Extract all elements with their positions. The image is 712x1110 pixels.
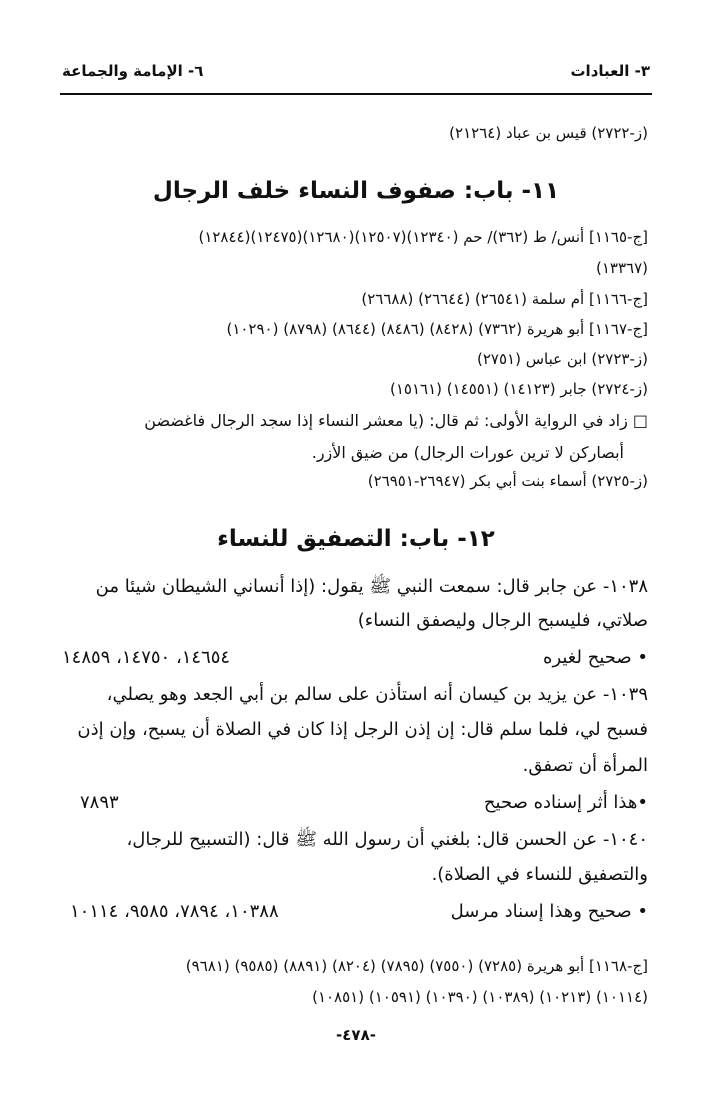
hadith-1038-grade: • صحيح لغيره xyxy=(543,647,648,668)
hadith-1040-line: والتصفيق للنساء في الصلاة). xyxy=(431,864,648,885)
reference-line: [ج-١١٦٦] أم سلمة (٢٦٥٤١) (٢٦٦٤٤) (٢٦٦٨٨) xyxy=(361,290,648,308)
hadith-1040-grade: • صحيح وهذا إسناد مرسل xyxy=(450,901,648,922)
hadith-1038-line: ١٠٣٨- عن جابر قال: سمعت النبي ﷺ يقول: (إذا أنساني الشيطان شيئا من xyxy=(95,576,648,597)
reference-line: (ز-٢٧٢٢) قيس بن عباد (٢١٢٦٤) xyxy=(449,124,648,142)
note-line: □ زاد في الرواية الأولى: ثم قال: (يا معشر النساء إذا سجد الرجال فاغضضن xyxy=(144,411,648,430)
hadith-1040-line: ١٠٤٠- عن الحسن قال: بلغني أن رسول الله ﷺ قال: (التسبيح للرجال، xyxy=(126,829,648,850)
reference-line: (ز-٢٧٢٥) أسماء بنت أبي بكر (٢٦٩٤٧-٢٦٩٥١) xyxy=(367,472,648,490)
header-rule xyxy=(60,93,652,95)
reference-line: (١٣٣٦٧) xyxy=(595,259,648,277)
section-title-11: ١١- باب: صفوف النساء خلف الرجال xyxy=(152,178,560,204)
note-line: أبصاركن لا ترين عورات الرجال) من ضيق الأزر. xyxy=(311,443,624,462)
hadith-1039-line: فسبح لي، فلما سلم قال: إن إذن الرجل إذا كان في الصلاة أن يسبح، وإن إذن xyxy=(77,719,648,740)
hadith-1039-line: ١٠٣٩- عن يزيد بن كيسان أنه استأذن على سالم بن أبي الجعد وهو يصلي، xyxy=(106,684,648,705)
reference-line: (ز-٢٧٢٣) ابن عباس (٢٧٥١) xyxy=(477,350,648,368)
reference-line: [ج-١١٦٥] أنس/ ط (٣٦٢)/ حم (١٢٣٤٠)(١٢٥٠٧)(١٢٦٨٠)(١٢٤٧٥)(١٢٨٤٤) xyxy=(198,228,648,246)
reference-line: (١٠١١٤) (١٠٢١٣) (١٠٣٨٩) (١٠٣٩٠) (١٠٥٩١) (١٠٨٥١) xyxy=(312,988,648,1006)
reference-line: (ز-٢٧٢٤) جابر (١٤١٢٣) (١٤٥٥١) (١٥١٦١) xyxy=(389,380,648,398)
hadith-1038-line: صلاتي، فليسبح الرجال وليصفق النساء) xyxy=(357,610,648,631)
reference-line: [ج-١١٦٨] أبو هريرة (٧٢٨٥) (٧٥٥٠) (٧٨٩٥) (٨٢٠٤) (٨٨٩١) (٩٥٨٥) (٩٦٨١) xyxy=(185,957,648,975)
hadith-1039-grade: •هذا أثر إسناده صحيح xyxy=(483,792,648,813)
page-number: -٤٧٨- xyxy=(336,1026,376,1044)
running-header-book: ٣- العبادات xyxy=(570,62,650,80)
hadith-1038-cross-refs: ١٤٦٥٤، ١٤٧٥٠، ١٤٨٥٩ xyxy=(62,647,231,668)
hadith-1039-cross-refs: ٧٨٩٣ xyxy=(80,792,119,813)
hadith-1040-cross-refs: ١٠٣٨٨، ٧٨٩٤، ٩٥٨٥، ١٠١١٤ xyxy=(70,901,279,922)
hadith-1039-line: المرأة أن تصفق. xyxy=(522,755,648,776)
running-header-chapter: ٦- الإمامة والجماعة xyxy=(62,62,204,80)
reference-line: [ج-١١٦٧] أبو هريرة (٧٣٦٢) (٨٤٢٨) (٨٤٨٦) (٨٦٤٤) (٨٧٩٨) (١٠٢٩٠) xyxy=(226,320,648,338)
section-title-12: ١٢- باب: التصفيق للنساء xyxy=(217,526,495,552)
